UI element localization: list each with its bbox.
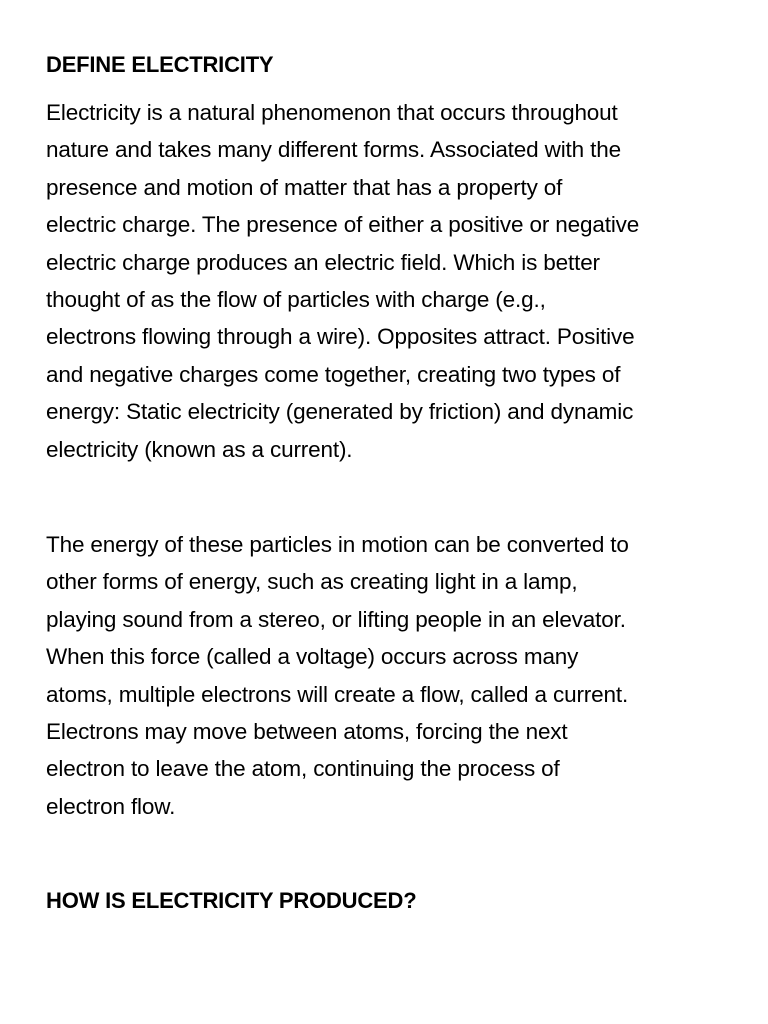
paragraph-line: When this force (called a voltage) occurs across many (46, 644, 579, 670)
paragraph-line: energy: Static electricity (generated by friction) and dynamic (46, 399, 634, 425)
paragraph-line: electric charge. The presence of either a positive or negative (46, 212, 640, 238)
paragraph-line: electron to leave the atom, continuing the process of (46, 756, 560, 782)
paragraph-line: electricity (known as a current). (46, 436, 353, 462)
paragraph-line: and negative charges come together, creating two types of (46, 361, 621, 387)
paragraph-definition (46, 94, 726, 468)
paragraph-line: Electricity is a natural phenomenon that occurs throughout (46, 100, 618, 125)
paragraph-line: presence and motion of matter that has a property of (46, 174, 563, 200)
paragraph-line: thought of as the flow of particles with charge (e.g., (46, 287, 546, 313)
paragraph-line: other forms of energy, such as creating light in a lamp, (46, 569, 578, 595)
paragraph-line: playing sound from a stereo, or lifting people in an elevator. (46, 606, 626, 632)
paragraph-line: electron flow. (46, 793, 176, 819)
paragraph-line: Electrons may move between atoms, forcing the next (46, 719, 568, 745)
paragraph-energy (46, 526, 726, 825)
section-heading-how-produced: HOW IS ELECTRICITY PRODUCED? (46, 888, 417, 913)
paragraph-line: electrons flowing through a wire). Opposites attract. Positive (46, 324, 635, 350)
section-heading-define-electricity: DEFINE ELECTRICITY (46, 52, 274, 77)
paragraph-line: nature and takes many different forms. Associated with the (46, 137, 621, 163)
paragraph-line: electric charge produces an electric field. Which is better (46, 249, 600, 275)
paragraph-line: The energy of these particles in motion can be converted to (46, 532, 629, 557)
paragraph-line: atoms, multiple electrons will create a flow, called a current. (46, 681, 629, 707)
